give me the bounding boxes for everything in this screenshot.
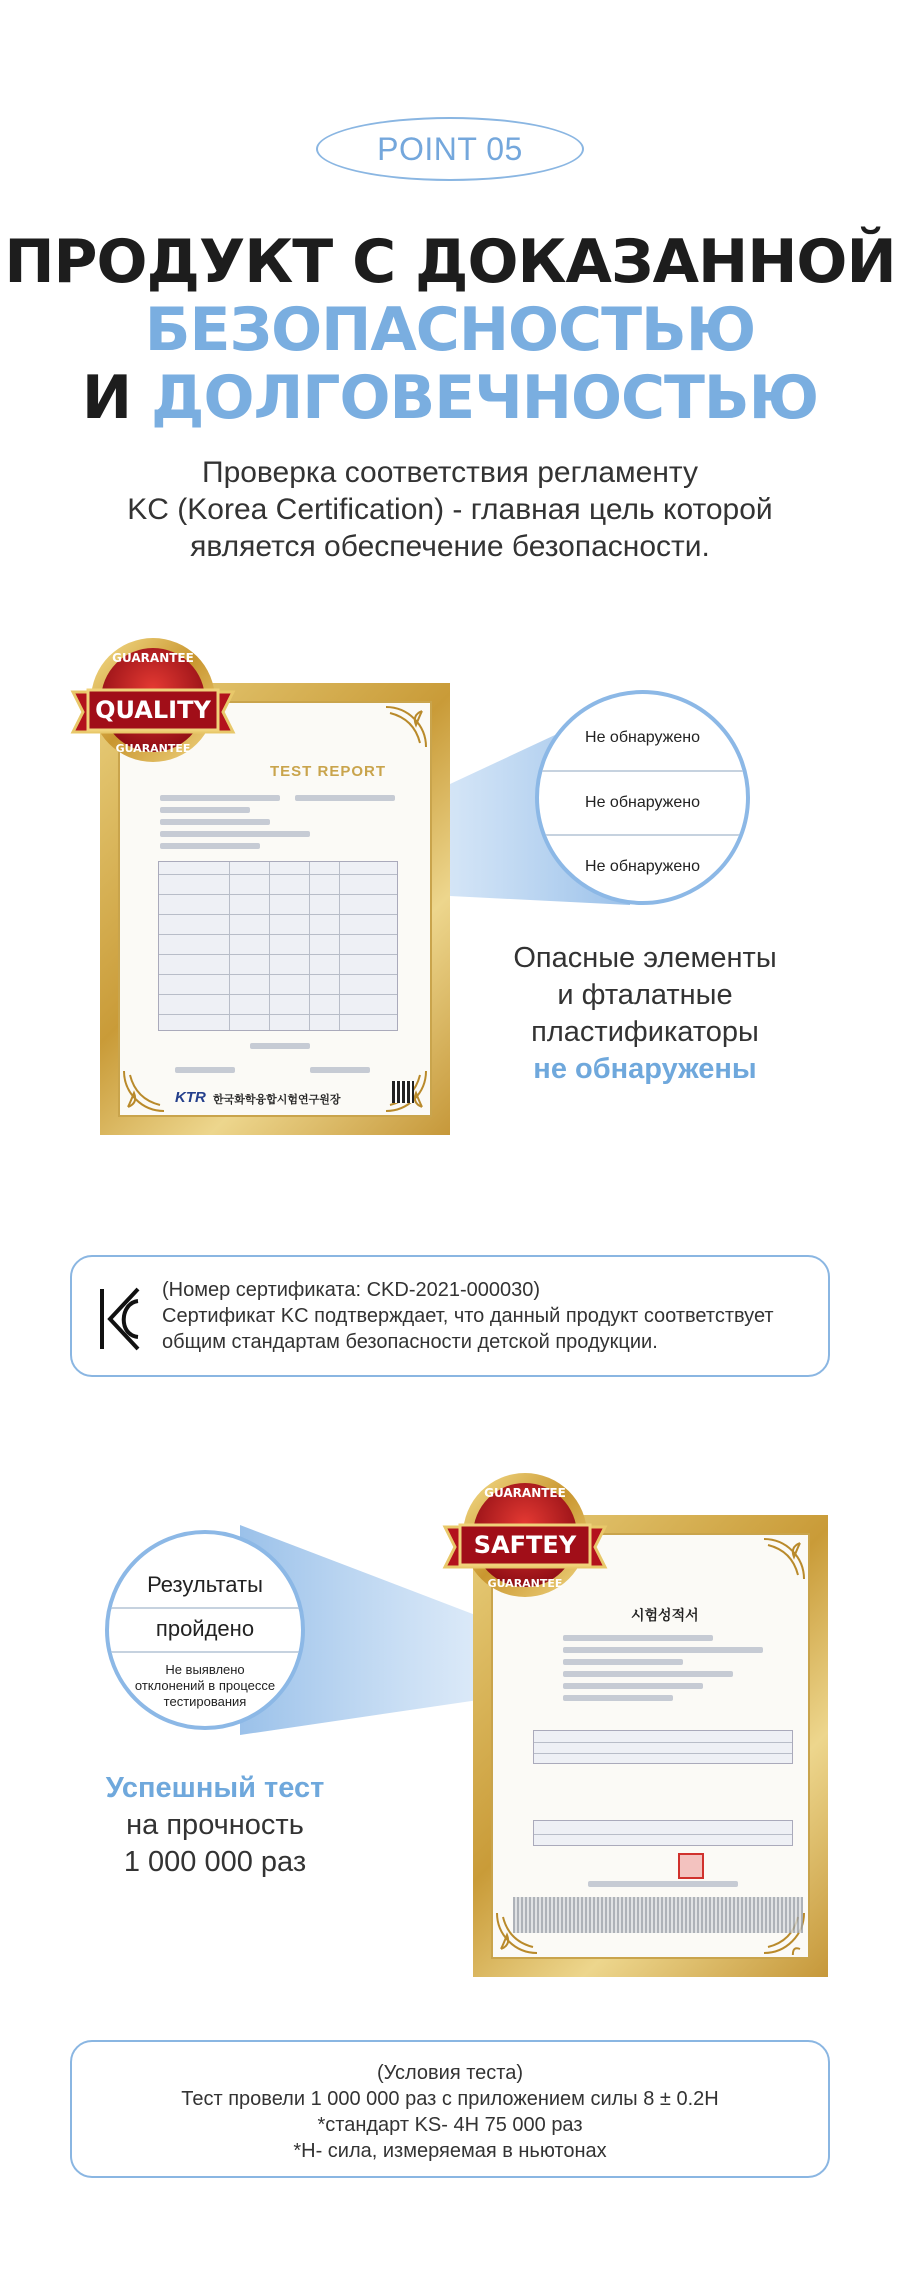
result-row-3-line2: отклонений в процессе: [134, 1678, 276, 1693]
qr-code-icon: [392, 1081, 414, 1103]
magnifier-test-results: [105, 1530, 305, 1730]
kc-line1: (Номер сертификата: CKD-2021-000030): [162, 1279, 541, 1301]
result-row-1: Результаты: [147, 1572, 263, 1597]
kc-certificate-box: [70, 1255, 830, 1377]
result-row-3: [109, 1662, 301, 1710]
results-table: [533, 1730, 793, 1764]
callout1-line1: Опасные элементы: [513, 942, 777, 974]
headline-line3: [0, 364, 900, 432]
ktr-logo: KTR: [175, 1089, 206, 1106]
ornament-corner-icon: [384, 705, 428, 749]
subtitle-line1: Проверка соответствия регламенту: [202, 456, 698, 489]
kc-text: [162, 1277, 774, 1355]
durability-callout: [60, 1770, 370, 1881]
result-row-2: пройдено: [155, 1616, 255, 1641]
point-label: POINT 05: [377, 130, 523, 167]
test-line3: *стандарт KS- 4H 75 000 раз: [317, 2114, 583, 2136]
subtitle: [60, 454, 840, 565]
callout2-line1: Успешный тест: [105, 1772, 325, 1804]
callout1-line4: не обнаружены: [533, 1053, 757, 1085]
callout2-line3: 1 000 000 раз: [123, 1846, 307, 1878]
callout1-line2: и фталатные: [557, 979, 733, 1011]
results-table: [158, 861, 398, 1031]
headline-line3-blue: ДОЛГОВЕЧНОСТЬЮ: [151, 363, 819, 433]
result-item: Не обнаружено: [539, 770, 746, 834]
org-name: 한국화학융합시험연구원장: [213, 1094, 341, 1106]
headline-line2: БЕЗОПАСНОСТЬЮ: [144, 295, 756, 365]
test-conditions-box: [70, 2040, 830, 2178]
doc-title: 시험성적서: [631, 1607, 699, 1623]
ornament-corner-icon: [762, 1537, 806, 1581]
kc-line2: Сертификат KC подтверждает, что данный продукт соответствует: [162, 1305, 774, 1327]
safety-guarantee-badge: [440, 1465, 610, 1605]
test-line2: Тест провели 1 000 000 раз с приложением силы 8 ± 0.2H: [181, 2088, 719, 2110]
result-item: Не обнаружено: [585, 729, 700, 746]
subtitle-line3: является обеспечение безопасности.: [190, 530, 710, 563]
magnifier-results: [535, 690, 750, 905]
badge-bottom-text: GUARANTEE: [487, 1577, 563, 1590]
kc-mark-icon: [98, 1287, 142, 1351]
signature-table: [533, 1820, 793, 1846]
test-line1: (Условия теста): [376, 2062, 523, 2084]
badge-top-text: GUARANTEE: [484, 1486, 566, 1500]
photo-strip: [513, 1897, 803, 1933]
result-row-3-line1: Не выявлено: [165, 1662, 245, 1677]
badge-bottom-text: GUARANTEE: [115, 742, 191, 755]
red-seal-icon: [678, 1853, 704, 1879]
headline-line1: ПРОДУКТ С ДОКАЗАННОЙ: [4, 227, 896, 297]
test-line4: *H- сила, измеряемая в ньютонах: [293, 2140, 607, 2162]
point-badge: [316, 117, 584, 181]
result-item: Не обнаружено: [539, 834, 746, 898]
result-row-3-line3: тестирования: [163, 1694, 247, 1709]
badge-main-text: QUALITY: [95, 696, 211, 724]
test-conditions-text: [72, 2060, 828, 2164]
ornament-corner-icon: [122, 1069, 166, 1113]
callout2-line2: на прочность: [126, 1809, 304, 1841]
page-title: [0, 228, 900, 432]
hazard-callout: [470, 940, 820, 1088]
kc-line3: общим стандартам безопасности детской продукции.: [162, 1331, 658, 1353]
callout1-line3: пластификаторы: [531, 1016, 759, 1048]
quality-guarantee-badge: [68, 630, 238, 770]
headline-line3-prefix: И: [81, 363, 152, 433]
badge-top-text: GUARANTEE: [112, 651, 194, 665]
badge-main-text: SAFTEY: [473, 1531, 577, 1559]
subtitle-line2: KC (Korea Certification) - главная цель которой: [127, 493, 773, 526]
doc-title: TEST REPORT: [270, 763, 387, 780]
